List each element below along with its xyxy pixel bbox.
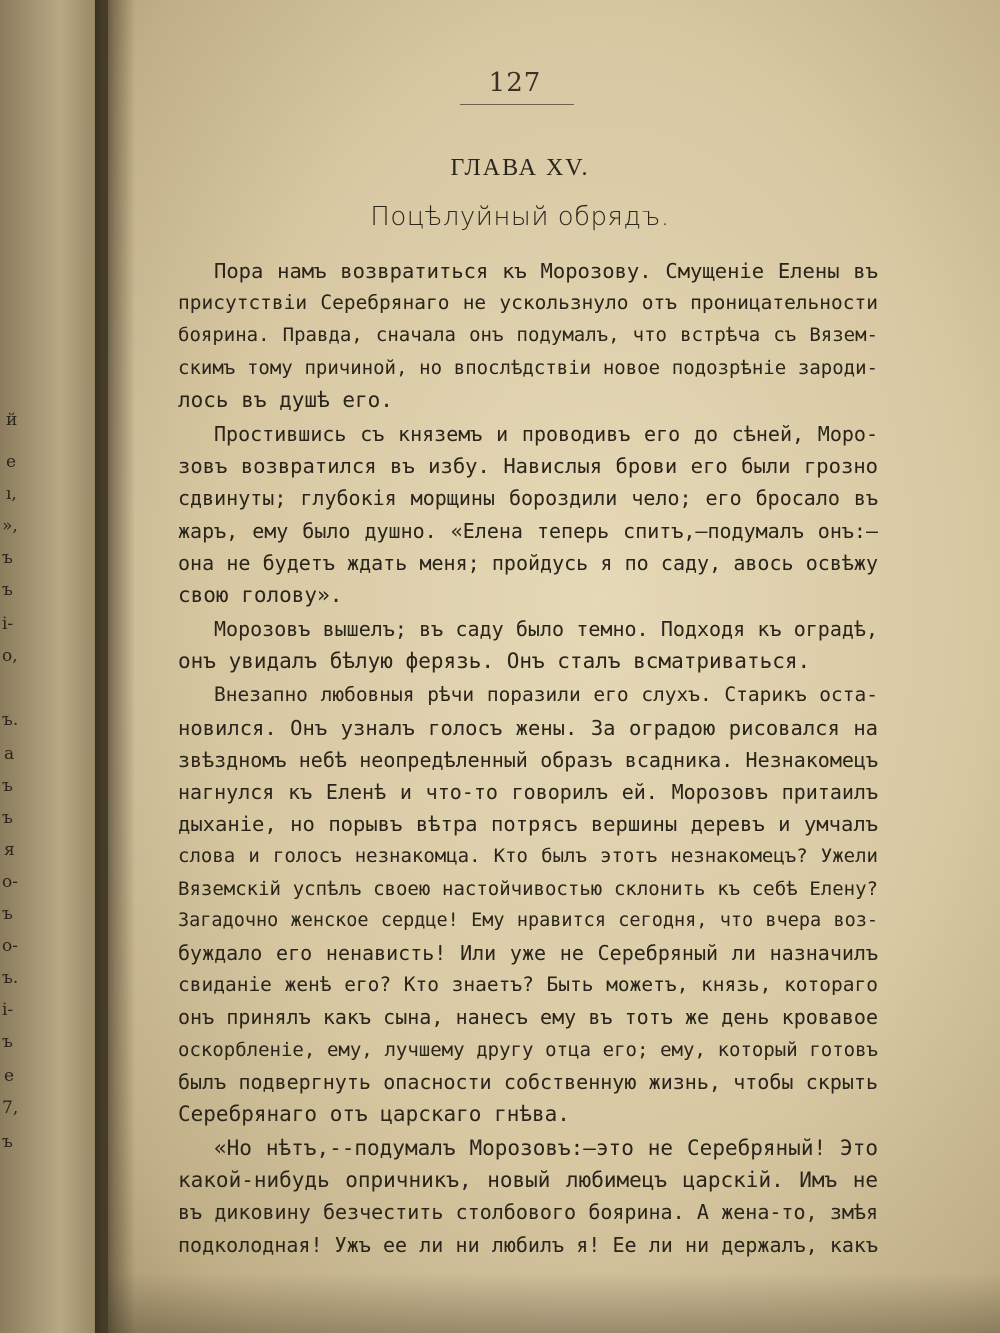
text-line: Морозовъ вышелъ; въ саду было темно. Подходя къ оградѣ,: [214, 617, 878, 642]
paragraph: [178, 613, 878, 677]
chapter-number: ГЛАВА XV.: [450, 155, 590, 181]
text-line: дыханіе, но порывъ вѣтра потрясъ вершины деревъ и умчалъ: [178, 812, 878, 837]
margin-fragment: ъ: [2, 1132, 13, 1152]
text-line: присутствіи Серебрянаго не ускользнуло отъ проницательности: [178, 291, 878, 315]
text-line: какой-нибудь опричникъ, новый любимецъ царскій. Имъ не: [178, 1168, 878, 1193]
margin-fragment: ı,: [6, 484, 17, 504]
margin-fragment: ъ: [2, 808, 13, 828]
text-line: свою голову».: [178, 582, 343, 607]
text-line: Простившись съ княземъ и проводивъ его до сѣней, Моро-: [214, 421, 878, 446]
text-line: былъ подвергнуть опасности собственную жизнь, чтобы скрыть: [178, 1069, 878, 1094]
text-line: онъ принялъ какъ сына, нанесъ ему въ тотъ же день кровавое: [178, 1005, 878, 1030]
margin-fragment: я: [4, 840, 15, 860]
text-line: «Но нѣтъ,--подумалъ Морозовъ:—это не Серебряный! Это: [214, 1136, 878, 1161]
margin-fragment: ъ.: [2, 968, 19, 988]
margin-fragment: ъ: [2, 904, 13, 924]
text-line: въ диковину безчестить столбового боярина. А жена-то, змѣя: [178, 1200, 878, 1225]
text-line: Серебрянаго отъ царскаго гнѣва.: [178, 1101, 570, 1126]
text-line: новился. Онъ узналъ голосъ жены. За оградою рисовался на: [178, 715, 878, 740]
page-number-rule: [460, 104, 574, 105]
margin-fragment: й: [6, 410, 18, 430]
body-text: [178, 255, 878, 1263]
margin-fragment: ъ: [2, 548, 13, 568]
text-line: свиданіе женѣ его? Кто знаетъ? Быть можетъ, князь, котораго: [178, 973, 878, 997]
text-line: зовъ возвратился въ избу. Навислыя брови его были грозно: [178, 454, 878, 479]
text-line: Внезапно любовныя рѣчи поразили его слухъ. Старикъ оста-: [214, 683, 878, 707]
margin-fragment: е: [6, 452, 17, 472]
text-line: скимъ тому причиной, но впослѣдствіи новое подозрѣніе зароди-: [178, 356, 878, 379]
chapter-title: Поцѣлуйный обрядъ.: [370, 202, 670, 232]
text-line: онъ увидалъ бѣлую ферязь. Онъ сталъ всматриваться.: [178, 649, 811, 674]
text-line: слова и голосъ незнакомца. Кто былъ этотъ незнакомецъ? Ужели: [178, 845, 878, 868]
paragraph: [178, 1132, 878, 1261]
margin-fragment: о-: [2, 936, 18, 956]
paragraph: [178, 255, 878, 416]
text-line: Загадочно женское сердце! Ему нравится сегодня, что вчера воз-: [178, 909, 878, 931]
text-line: сдвинуты; глубокія морщины бороздили чело; его бросало въ: [178, 486, 878, 511]
margin-fragment: 7,: [2, 1098, 19, 1118]
margin-fragment: а: [4, 744, 15, 764]
text-line: лось въ душѣ его.: [178, 387, 393, 412]
margin-fragment: ъ: [2, 1032, 13, 1052]
left-page-edge: [0, 0, 110, 1333]
text-line: подколодная! Ужъ ее ли ни любилъ я! Ее ли ни держалъ, какъ: [178, 1232, 878, 1257]
text-line: звѣздномъ небѣ неопредѣленный образъ всадника. Незнакомецъ: [178, 747, 878, 772]
margin-fragment: і-: [2, 614, 14, 634]
text-line: оскорбленіе, ему, лучшему другу отца его; ему, который готовъ: [178, 1038, 878, 1061]
margin-fragment: ъ.: [2, 710, 19, 730]
text-line: Вяземскій успѣлъ своею настойчивостью склонить къ себѣ Елену?: [178, 877, 878, 900]
text-line: она не будетъ ждать меня; пройдусь я по саду, авось освѣжу: [178, 550, 878, 575]
text-line: буждало его ненависть! Или уже не Серебряный ли назначилъ: [178, 940, 878, 965]
margin-fragment: е: [4, 1066, 15, 1086]
margin-fragment: о,: [2, 646, 18, 666]
page-number: 127: [488, 68, 542, 98]
margin-fragment: ъ: [2, 580, 13, 600]
margin-fragment: і-: [2, 1000, 14, 1020]
text-line: жаръ, ему было душно. «Елена теперь спитъ,—подумалъ онъ:—: [178, 518, 878, 543]
margin-fragment: »,: [2, 516, 18, 536]
text-line: нагнулся къ Еленѣ и что-то говорилъ ей. Морозовъ притаилъ: [178, 780, 878, 804]
margin-fragment: ъ: [2, 776, 13, 796]
paragraph: [178, 418, 878, 611]
margin-fragment: о-: [2, 872, 18, 892]
paragraph: [178, 679, 878, 1130]
text-line: боярина. Правда, сначала онъ подумалъ, что встрѣча съ Вязем-: [178, 324, 878, 347]
text-line: Пора намъ возвратиться къ Морозову. Смущеніе Елены въ: [214, 259, 878, 283]
book-gutter-shadow: [95, 0, 135, 1333]
